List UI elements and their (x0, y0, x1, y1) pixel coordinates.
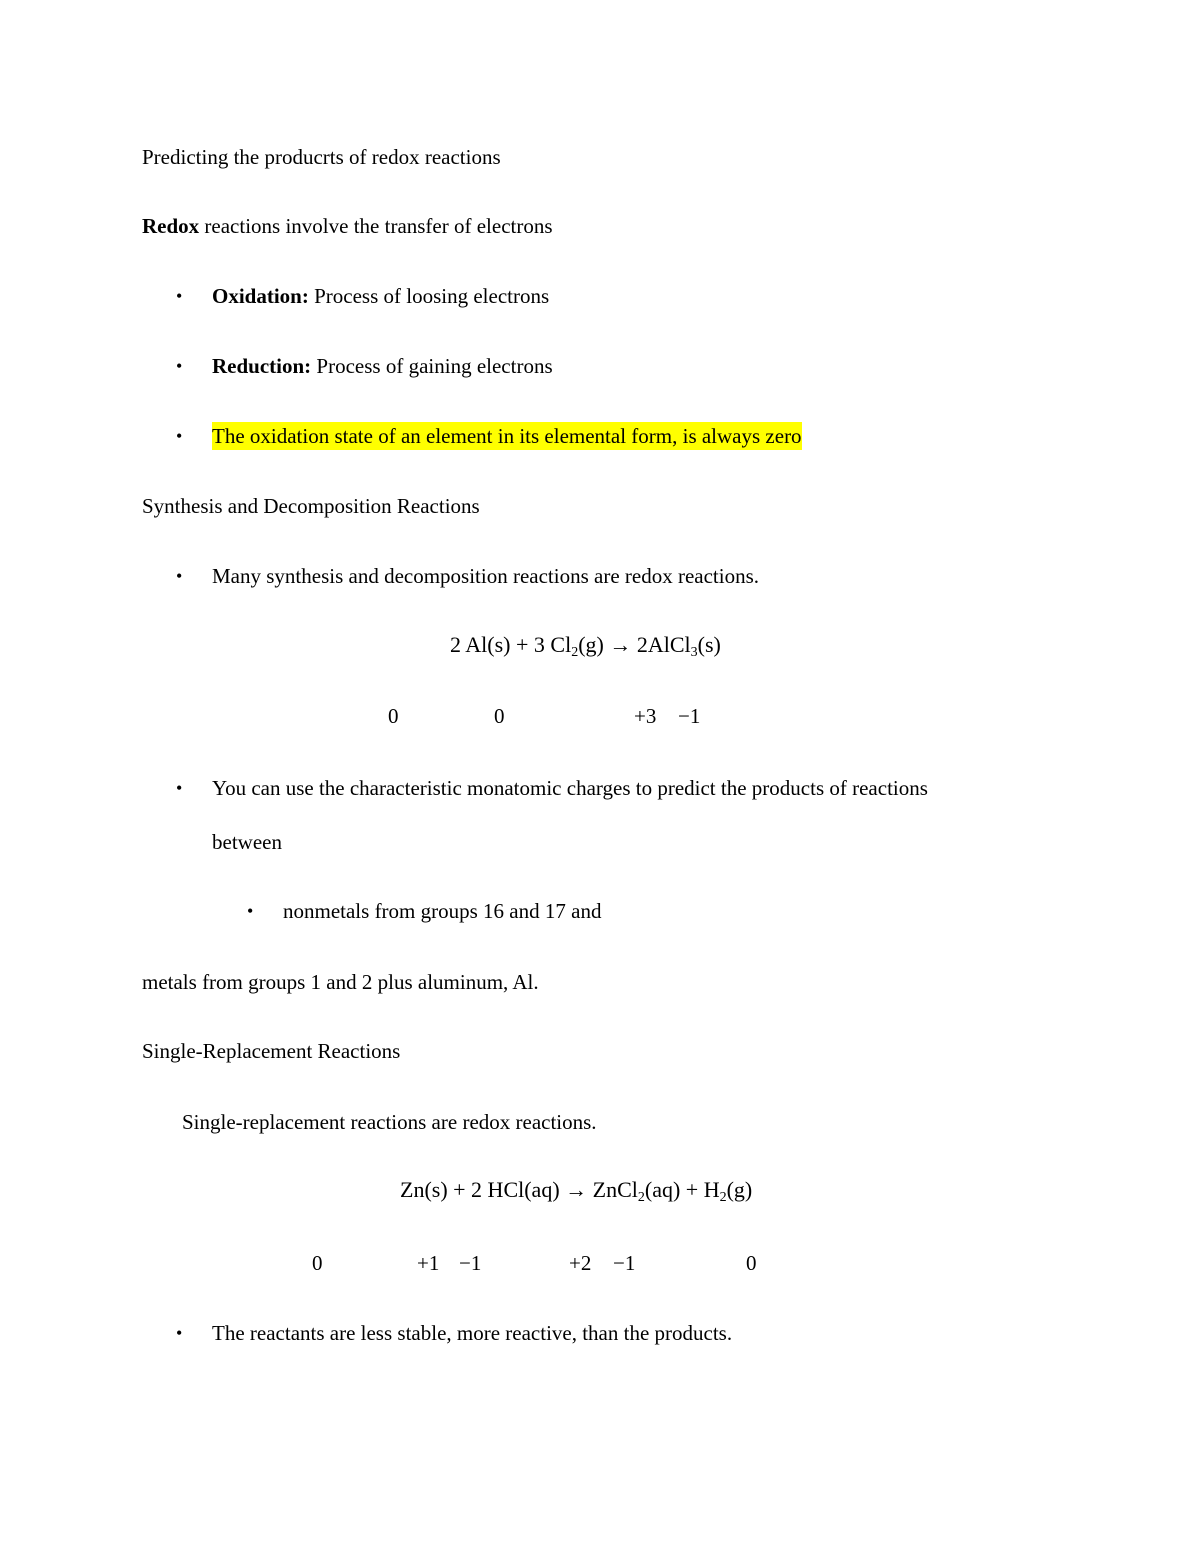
oxidation-state: +3 (634, 704, 657, 728)
continuation-text: metals from groups 1 and 2 plus aluminum, Al. (142, 970, 539, 994)
oxidation-state: 0 (312, 1251, 323, 1275)
equation-subscript: 2 (571, 645, 579, 660)
bullet-icon: • (176, 356, 183, 376)
synthesis-bullet-text: Many synthesis and decomposition reactions are redox reactions. (212, 564, 760, 588)
oxidation-state: +1 (417, 1251, 440, 1275)
bullet-icon: • (176, 286, 183, 306)
bullet-icon: • (247, 901, 254, 921)
redox-term: Redox (142, 214, 200, 238)
definition-term: Oxidation: (212, 284, 309, 308)
redox-intro (142, 212, 553, 240)
equation-part: (g) (726, 1177, 753, 1202)
synthesis-equation (450, 630, 721, 660)
oxidation-state: −1 (678, 704, 701, 728)
definition-reduction (212, 352, 553, 380)
bullet-icon: • (176, 1323, 183, 1343)
sub-bullet-text: nonmetals from groups 16 and 17 and (283, 899, 602, 923)
equation-part: (g) → 2AlCl (578, 632, 691, 657)
oxidation-state: −1 (459, 1251, 482, 1275)
highlight-note (212, 422, 802, 450)
equation-part: Zn(s) + 2 HCl(aq) → ZnCl (400, 1177, 638, 1202)
single-equation (400, 1175, 752, 1205)
equation-subscript: 2 (637, 1190, 645, 1205)
oxidation-state: −1 (613, 1251, 636, 1275)
equation-subscript: 3 (690, 645, 698, 660)
bullet-icon: • (176, 778, 183, 798)
bullet-icon: • (176, 426, 183, 446)
redox-intro-text: reactions involve the transfer of electrons (199, 214, 553, 238)
oxidation-state: +2 (569, 1251, 592, 1275)
section-heading-single: Single-Replacement Reactions (142, 1039, 401, 1063)
definition-text: Process of gaining electrons (311, 354, 553, 378)
equation-part: (s) (697, 632, 721, 657)
definition-oxidation (212, 282, 549, 310)
bullet-icon: • (176, 566, 183, 586)
section-heading-synthesis: Synthesis and Decomposition Reactions (142, 494, 480, 518)
definition-term: Reduction: (212, 354, 312, 378)
oxidation-state: 0 (746, 1251, 757, 1275)
equation-subscript: 2 (719, 1190, 727, 1205)
stability-bullet-text: The reactants are less stable, more reactive, than the products. (212, 1321, 733, 1345)
oxidation-state: 0 (388, 704, 399, 728)
single-intro: Single-replacement reactions are redox reactions. (182, 1110, 597, 1134)
page-title: Predicting the producrts of redox reactions (142, 145, 501, 169)
charges-bullet-line2: between (212, 830, 282, 854)
charges-bullet-line1: You can use the characteristic monatomic charges to predict the products of reactions (212, 776, 928, 800)
equation-part: 2 Al(s) + 3 Cl (450, 632, 572, 657)
oxidation-state: 0 (494, 704, 505, 728)
definition-text: Process of loosing electrons (308, 284, 550, 308)
equation-part: (aq) + H (644, 1177, 720, 1202)
highlighted-text: The oxidation state of an element in its elemental form, is always zero (212, 424, 802, 448)
